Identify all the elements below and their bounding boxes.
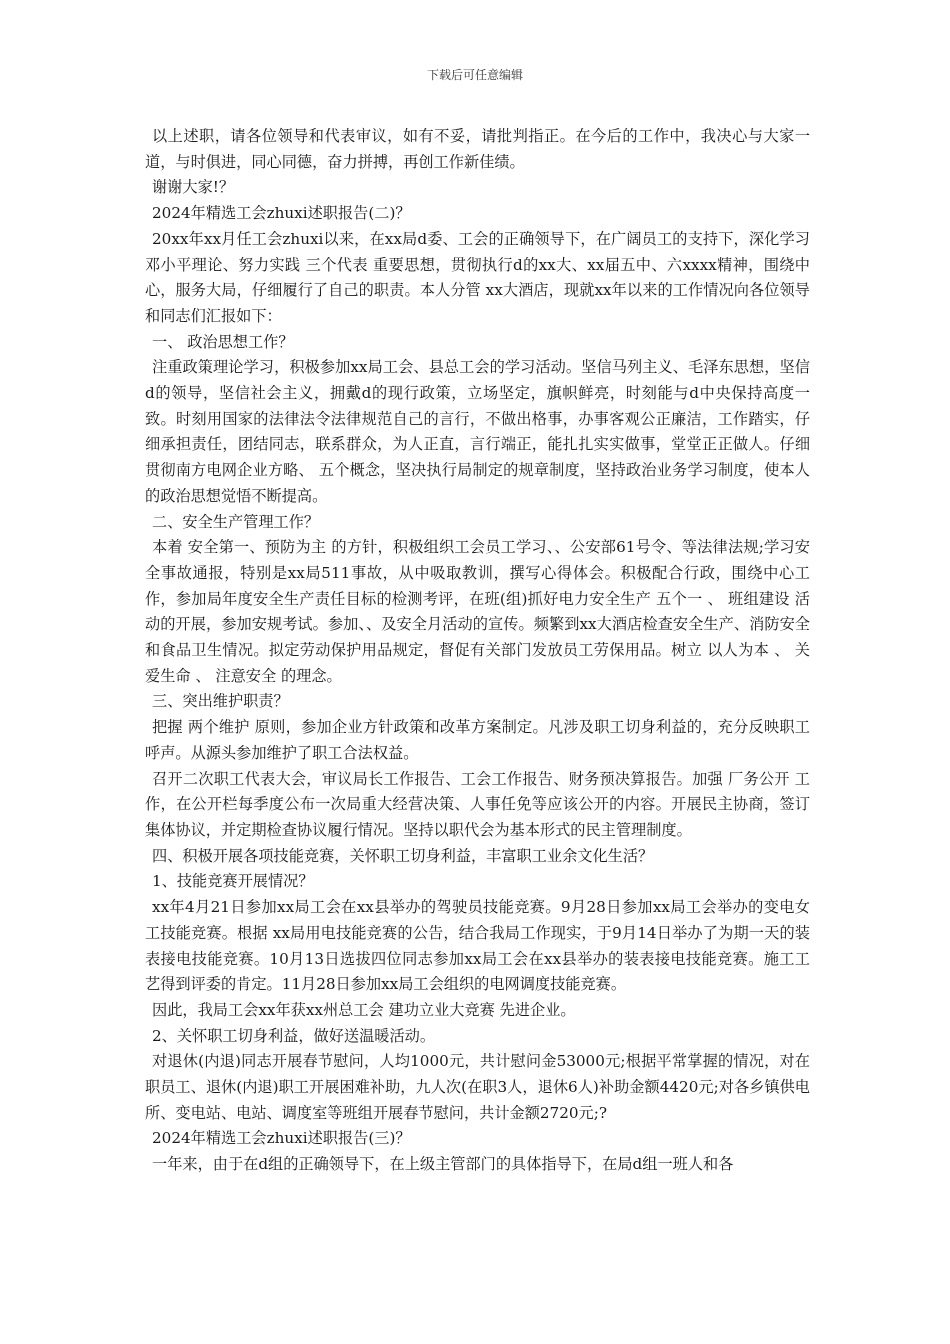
paragraph-report-3-intro: 一年来，由于在d组的正确领导下，在上级主管部门的具体指导下，在局d组一班人和各: [152, 1155, 734, 1174]
section-title-report-3: 2024年精选工会zhuxi述职报告(三)？: [152, 1129, 411, 1148]
paragraph-workers-congress: 召开二次职工代表大会，审议局长工作报告、工会工作报告、财务预决算报告。加强 厂务公开 工作，在公开栏每季度公布一次局重大经营决策、人事任免等应该公开的内容。开展民主协商，签订集体协议，并定期检查协议履行情况。坚持以职代会为基本形式的民主管理制度。: [145, 769, 810, 839]
subheading-competition-status: 1、技能竞赛开展情况？: [152, 872, 314, 891]
paragraph-competitions: xx年4月21日参加xx局工会在xx县举办的驾驶员技能竞赛。9月28日参加xx局工会举办的变电女工技能竞赛。根据 xx局用电技能竞赛的公告，结合我局工作现实，于9月14日举办了为期一天的装表接电技能竞赛。10月13日选拔四位同志参加xx局工会在xx县举办的装表接电技能竞赛。施工工艺得到评委的肯定。11月28日参加xx局工会组织的电网调度技能竞赛。: [145, 898, 810, 994]
paragraph-condolence: 对退休(内退)同志开展春节慰问，人均1000元，共计慰问金53000元;根据平常掌握的情况，对在职员工、退休(内退)职工开展困难补助，九人次(在职3人，退休6人)补助金额4420元;对各乡镇供电所、变电站、电站、调度室等班组开展春节慰问，共计金额2720元;?: [145, 1052, 810, 1122]
subheading-care-activities: 2、关怀职工切身利益，做好送温暖活动。: [152, 1026, 436, 1045]
section-title-report-2: 2024年精选工会zhuxi述职报告(二)？: [152, 204, 411, 223]
paragraph-award: 因此，我局工会xx年获xx州总工会 建功立业大竞赛 先进企业。: [152, 1000, 576, 1019]
page-header: 下载后可任意编辑: [426, 68, 523, 82]
paragraph-thanks: 谢谢大家!？: [152, 178, 235, 197]
paragraph-political-work: 注重政策理论学习，积极参加xx局工会、县总工会的学习活动。坚信马列主义、毛泽东思想，坚信d的领导，坚信社会主义，拥戴d的现行政策，立场坚定，旗帜鲜亮，时刻能与d中央保持高度一致。时刻用国家的法律法令法律规范自己的言行，不做出格事，办事客观公正廉洁，工作踏实，仔细承担责任，团结同志，联系群众，为人正直，言行端正，能扎扎实实做事，堂堂正正做人。仔细贯彻南方电网企业方略、 五个概念，坚决执行局制定的规章制度，坚持政治业务学习制度，使本人的政治思想觉悟不断提高。: [145, 358, 810, 505]
heading-skill-competitions: 四、积极开展各项技能竞赛，关怀职工切身利益，丰富职工业余文化生活？: [152, 846, 654, 865]
paragraph-safety-management: 本着 安全第一、预防为主 的方针，积极组织工会员工学习、、公安部61号令、等法律法规;学习安全事故通报，特别是xx局511事故，从中吸取教训，撰写心得体会。积极配合行政，围绕中心工作，参加局年度安全生产责任目标的检测考评，在班(组)抓好电力安全生产 五个一 、 班组建设 活动的开展，参加安规考试。参加、、及安全月活动的宣传。频繁到xx大酒店检查安全生产、消防安全和食品卫生情况。拟定劳动保护用品规定，督促有关部门发放员工劳保用品。树立 以人为本 、 关爱生命 、 注意安全 的理念。: [145, 538, 810, 685]
heading-protection-duty: 三、突出维护职责？: [152, 692, 289, 711]
paragraph-two-protections: 把握 两个维护 原则，参加企业方针政策和改革方案制定。凡涉及职工切身利益的，充分反映职工呼声。从源头参加维护了职工合法权益。: [145, 718, 810, 762]
heading-political-work: 一、 政治思想工作？: [152, 332, 294, 351]
heading-safety-management: 二、安全生产管理工作？: [152, 512, 320, 531]
document-body: [145, 124, 810, 1178]
paragraph-intro: 20xx年xx月任工会zhuxi以来，在xx局d委、工会的正确领导下，在广阔员工的支持下，深化学习邓小平理论、努力实践 三个代表 重要思想，贯彻执行d的xx大、xx届五中、六xxxx精神，围绕中心，服务大局，仔细履行了自己的职责。本人分管 xx大酒店，现就xx年以来的工作情况向各位领导和同志们汇报如下：: [145, 229, 810, 325]
paragraph-closing: 以上述职，请各位领导和代表审议，如有不妥，请批判指正。在今后的工作中，我决心与大家一道，与时俱进，同心同德，奋力拼搏，再创工作新佳绩。: [145, 127, 810, 171]
